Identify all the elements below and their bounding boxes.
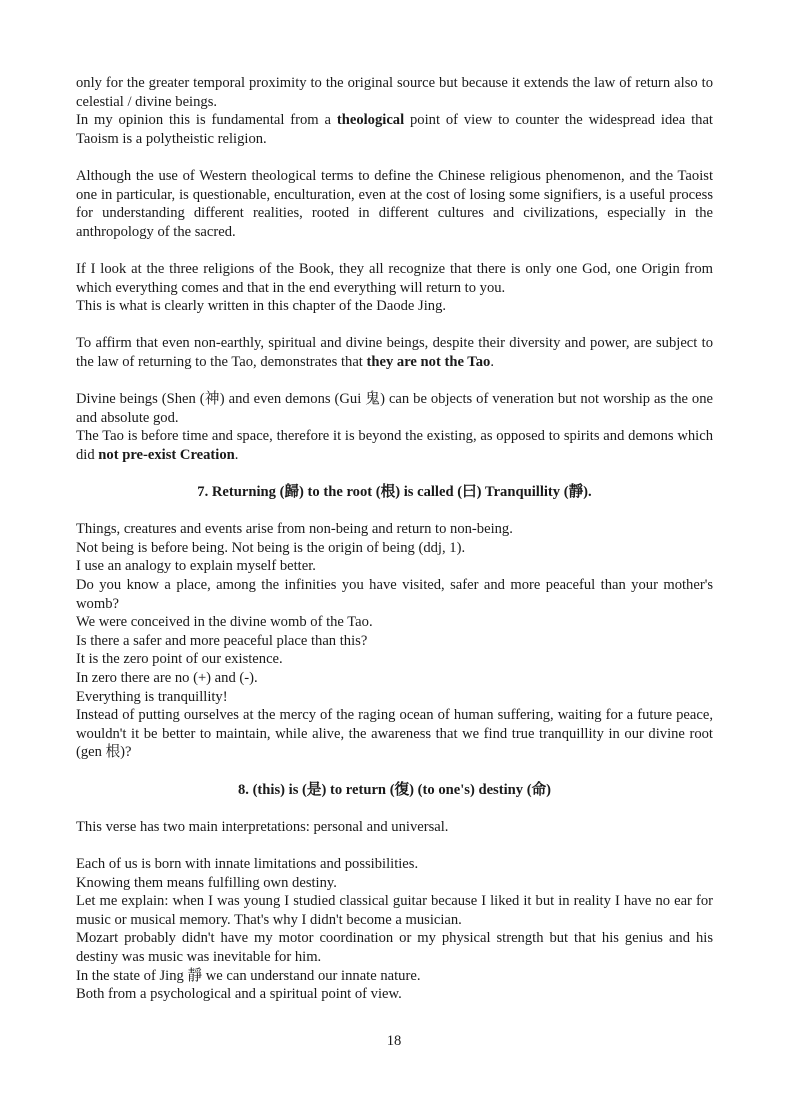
paragraph-theological [76,111,713,148]
text-line: In the state of Jing 靜 we can understand our innate nature. [76,967,421,984]
text-run: point of view to counter the widespread idea [404,112,686,129]
paragraph-continuation [76,74,713,111]
text-run: The Tao is before time and space, therefore it is beyond the existing, as opposed to spirits and demons which did [76,428,713,463]
text-line: Both from a psychological and a spiritual point of view. [76,986,402,1003]
paragraph-gap [76,148,713,167]
document-page [76,74,713,1004]
text-line: only for the greater temporal proximity to the original source but because it extends the law of [76,75,632,91]
paragraph-guitar: Let me explain: when I was young I studied classical guitar because I liked it but in reality I have no ear for music or musical memory. That's why I didn't become a musician. [76,893,713,928]
text-line: Knowing them means fulfilling own destiny. [76,874,337,891]
text-line: It is the zero point of our existence. [76,651,283,668]
section-heading-7: 7. Returning (歸) to the root (根) is called (曰) Tranquillity (靜). [197,484,592,501]
paragraph-divine-beings: Divine beings (Shen (神) and even demons (Gui 鬼) can be objects of veneration but not worship as the one and absolute god. [76,391,713,426]
text-line: Each of us is born with innate limitations and possibilities. [76,855,419,872]
text-line: I use an analogy to explain myself better. [76,558,316,575]
paragraph-daode-jing: This is what is clearly written in this chapter of the Daode Jing. [76,298,447,315]
paragraph-enculturation: Although the use of Western theological terms to define the Chinese religious phenomenon, and the Taoist one in particular, is questionable, enculturation, even at the cost of losing some signifiers, is a useful process for understanding different realities, rooted in different cultures and civilizations, especially in the anthropology of the sacred. [76,167,713,240]
paragraph-gap [76,836,713,855]
paragraph-gap [76,799,713,818]
paragraph-gap [76,316,713,335]
paragraph-gap [76,464,713,483]
paragraph-gap [76,241,713,260]
bold-phrase: they are not the Tao [366,353,491,370]
paragraph-ocean: Instead of putting ourselves at the mercy of the raging ocean of human suffering, waiting for a future peace, wouldn't it be better to maintain, while alive, the awareness that we find true tranquillity in our divine root (gen 根)? [76,707,713,761]
text-run: In my opinion this is fundamental from a [76,112,337,129]
text-run: . [234,446,239,463]
text-line: We were conceived in the divine womb of the Tao. [76,614,373,631]
paragraph-tao-before-time [76,427,713,464]
paragraph-affirm [76,334,713,371]
text-line: that Taoism is a polytheistic religion. [76,112,713,147]
paragraph-gap [76,372,713,391]
text-run: . [490,353,494,370]
bold-phrase: not pre-exist Creation [98,446,235,463]
paragraph-womb: Do you know a place, among the infinities you have visited, safer and more peaceful than your mother's womb? [76,577,713,612]
section-heading-8: 8. (this) is (是) to return (復) (to one's) destiny (命) [237,781,552,798]
text-line: In zero there are no (+) and (-). [76,670,258,686]
bold-term: theological [336,112,405,129]
text-line: Not being is before being. Not being is the origin of being (ddj, 1). [76,539,466,556]
text-line: return also to celestial / divine beings. [76,75,713,110]
text-line: Is there a safer and more peaceful place than this? [76,632,368,649]
text-line: Things, creatures and events arise from non-being and return to non-being. [76,521,513,538]
text-run: To affirm that even non-earthly, spiritual and divine beings, despite their diversity and power, are subject to the law of returning to the Tao, demonstrates that [76,335,713,370]
text-line: Everything is tranquillity! [76,688,228,705]
paragraph-mozart: Mozart probably didn't have my motor coordination or my physical strength but that his genius and his destiny was music was inevitable for him. [76,930,713,965]
paragraph-three-religions: If I look at the three religions of the Book, they all recognize that there is only one God, one Origin from which everything comes and that in the end everything will return to you. [76,260,713,296]
paragraph-gap [76,762,713,781]
paragraph-gap [76,502,713,521]
page-number: 18 [386,1033,402,1049]
paragraph-interpretations: This verse has two main interpretations: personal and universal. [76,818,449,835]
